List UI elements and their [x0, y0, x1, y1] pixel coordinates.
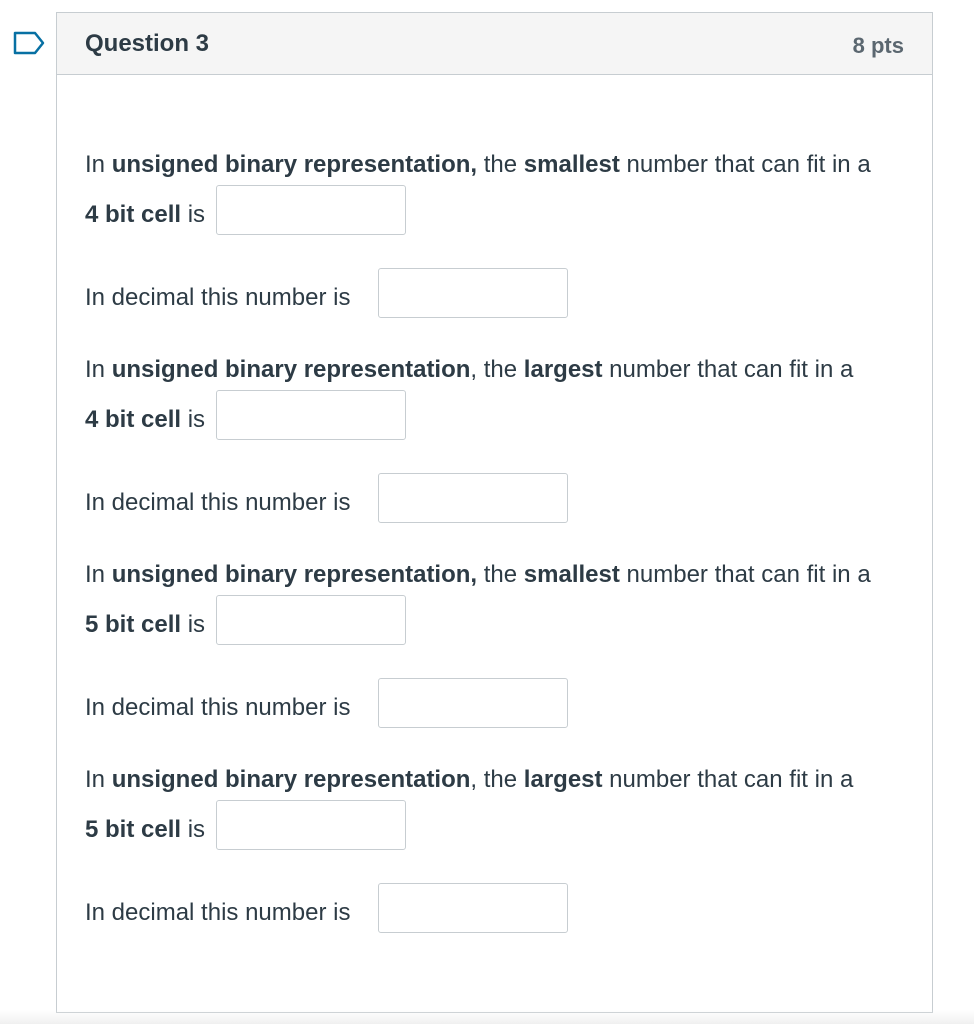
decimal-answer-input-3[interactable]	[378, 678, 568, 728]
binary-answer-input-3[interactable]	[216, 595, 406, 645]
decimal-answer-input-1[interactable]	[378, 268, 568, 318]
prompt-line-1b: 4 bit cell is	[85, 201, 206, 228]
binary-answer-input-2[interactable]	[216, 390, 406, 440]
prompt-line-2a: In unsigned binary representation, the largest number that can fit in a	[85, 356, 854, 383]
question-title: Question 3	[85, 30, 210, 57]
prompt-line-3a: In unsigned binary representation, the smallest number that can fit in a	[85, 561, 871, 588]
prompt-line-1a: In unsigned binary representation, the smallest number that can fit in a	[85, 151, 871, 178]
bottom-fade	[0, 1010, 974, 1024]
the-text: the	[477, 151, 524, 178]
question-card	[56, 12, 933, 1013]
the-text: the	[477, 561, 524, 588]
decimal-answer-input-2[interactable]	[378, 473, 568, 523]
prompt-line-3b: 5 bit cell is	[85, 611, 206, 638]
decimal-line-2: In decimal this number is	[85, 489, 351, 516]
prompt-line-2b: 4 bit cell is	[85, 406, 206, 433]
binary-answer-input-4[interactable]	[216, 800, 406, 850]
question-header	[57, 13, 932, 75]
decimal-answer-input-4[interactable]	[378, 883, 568, 933]
prompt-line-4a: In unsigned binary representation, the largest number that can fit in a	[85, 766, 854, 793]
prompt-line-4b: 5 bit cell is	[85, 816, 206, 843]
binary-answer-input-1[interactable]	[216, 185, 406, 235]
flag-outline-icon[interactable]	[13, 31, 45, 55]
decimal-line-3: In decimal this number is	[85, 694, 351, 721]
decimal-line-1: In decimal this number is	[85, 284, 351, 311]
decimal-line-4: In decimal this number is	[85, 899, 351, 926]
question-points: 8 pts	[852, 33, 904, 58]
